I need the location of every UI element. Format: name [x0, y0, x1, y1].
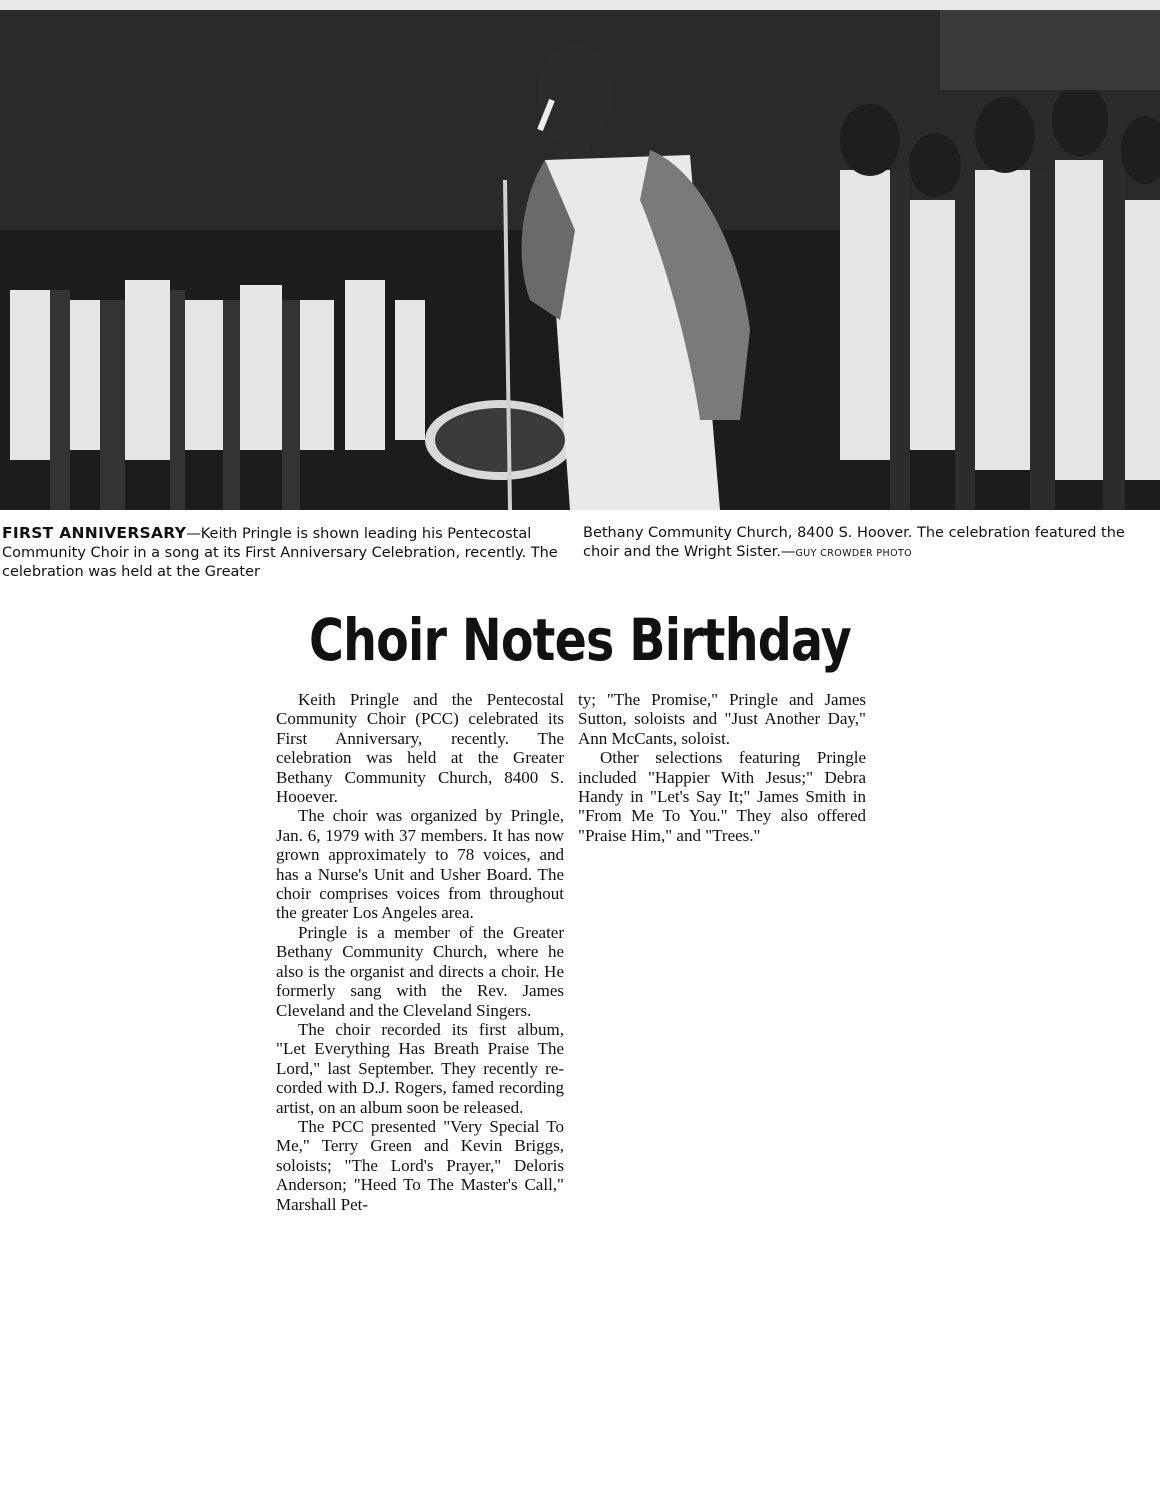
article-column-left [276, 690, 564, 1500]
article-paragraph: Other selections featuring Pringle included "Happier With Jesus;" Debra Handy in "Let's Say It;" James Smith in "From Me To You." They also offered "Praise Him," and "Trees." [578, 748, 866, 845]
article-paragraph: Keith Pringle and the Pentecostal Community Choir (PCC) celebrated its First Anniversary, recently. The celebration was held at the Greater Bethany Community Church, 8400 S. Hooever. [276, 690, 564, 807]
caption-column-2 [583, 524, 1153, 563]
caption-text-1: —Keith Pringle is shown leading his Pentecostal Community Choir in a song at its First Anniversary Celebration, recently. The celebration was held at the Greater [2, 526, 558, 580]
article-paragraph: Pringle is a member of the Greater Bethany Community Church, where he also is the organist and directs a choir. He formerly sang with the Rev. James Cleveland and the Cleveland Singers. [276, 922, 564, 1020]
article-paragraph: The PCC presented "Very Special To Me," Terry Green and Kevin Briggs, soloists; "The Lord's Prayer," Deloris Anderson; "Heed To The Master's Call," Marshall Pet- [276, 1116, 564, 1214]
caption-column-1 [2, 524, 570, 582]
caption-lead: FIRST ANNIVERSARY [2, 524, 187, 542]
article-paragraph: The choir was organized by Pringle, Jan. 6, 1979 with 37 members. It has now grown approximately to 78 voices, and has a Nurse's Unit and Usher Board. The choir comprises voices from throughout the greater Los Angeles area. [276, 806, 564, 923]
photo-credit: GUY CROWDER PHOTO [795, 548, 913, 559]
choir-photo [0, 0, 1160, 510]
caption-text-2: Bethany Community Church, 8400 S. Hoover. The celebration featured the choir and the Wright Sister.— [583, 525, 1125, 560]
headline: Choir Notes Birthday [309, 606, 851, 674]
choir-photo-icon [0, 0, 1160, 510]
article-paragraph: The choir recorded its first album, "Let Everything Has Breath Praise The Lord," last September. They recently recorded with D.J. Rogers, famed recording artist, on an album soon be released. [276, 1019, 564, 1117]
article-column-right [578, 690, 866, 950]
photo-caption [0, 520, 1160, 590]
article-paragraph: ty; "The Promise," Pringle and James Sutton, soloists and "Just Another Day," Ann McCants, soloist. [578, 690, 866, 748]
